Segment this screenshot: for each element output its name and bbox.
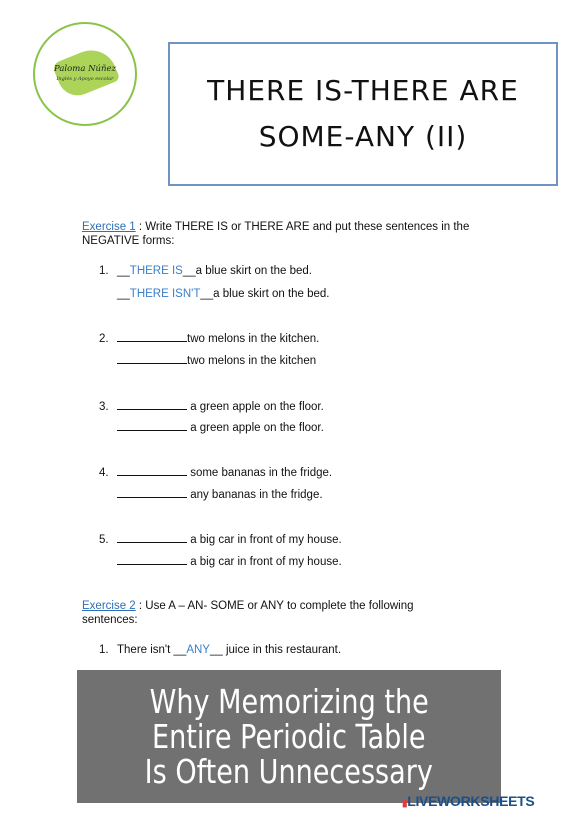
exercise-1-item-2a xyxy=(99,331,319,346)
sentence-text: __ juice in this restaurant. xyxy=(209,644,342,656)
title-line-2: SOME-ANY (II) xyxy=(258,120,468,153)
overlay-line-2: Entire Periodic Table xyxy=(152,717,426,756)
logo-name: Paloma Núñez xyxy=(54,64,116,74)
sentence-text: two melons in the kitchen. xyxy=(187,333,320,345)
exercise-1-item-3a xyxy=(99,399,324,414)
exercise-1-item-4b xyxy=(117,487,323,502)
exercise-1-item-5a xyxy=(99,532,342,547)
overlay-line-1: Why Memorizing the xyxy=(149,682,429,721)
sentence-text: two melons in the kitchen xyxy=(187,355,317,367)
liveworksheets-watermark xyxy=(402,793,534,809)
blank-marker: __ xyxy=(117,265,130,277)
sentence-text: __a blue skirt on the bed. xyxy=(200,288,330,300)
item-number: 3. xyxy=(99,401,109,413)
liveworksheets-logo-icon: ▮ xyxy=(402,798,408,809)
title-line-1: THERE IS-THERE ARE xyxy=(207,74,519,107)
exercise-1-item-1a xyxy=(99,264,312,278)
exercise-1-item-1b xyxy=(117,287,330,301)
answer-field[interactable]: THERE ISN'T xyxy=(129,288,201,300)
exercise-2-link[interactable]: Exercise 2 xyxy=(82,600,136,612)
blank-marker: __ xyxy=(117,288,130,300)
item-number: 1. xyxy=(99,265,109,277)
answer-blank[interactable] xyxy=(117,331,187,342)
answer-blank[interactable] xyxy=(117,465,187,476)
sentence-text: any bananas in the fridge. xyxy=(187,489,323,501)
exercise-1-item-4a xyxy=(99,465,332,480)
exercise-2-instruction: : Use A – AN- SOME or ANY to complete the following xyxy=(135,600,414,612)
exercise-1-item-3b xyxy=(117,420,324,435)
exercise-1-instruction-cont: NEGATIVE forms: xyxy=(82,235,175,247)
answer-field[interactable]: ANY xyxy=(186,644,210,656)
exercise-2-heading xyxy=(82,599,502,627)
answer-blank[interactable] xyxy=(117,532,187,543)
overlay-line-3: Is Often Unnecessary xyxy=(144,752,434,791)
item-number: 5. xyxy=(99,534,109,546)
item-number: 1. xyxy=(99,644,109,656)
sentence-text: a big car in front of my house. xyxy=(187,556,342,568)
exercise-1-instruction: : Write THERE IS or THERE ARE and put these sentences in the xyxy=(135,221,470,233)
answer-blank[interactable] xyxy=(117,554,187,565)
exercise-2-item-1 xyxy=(99,643,341,657)
title-box xyxy=(168,42,558,186)
sentence-text: __a blue skirt on the bed. xyxy=(182,265,312,277)
sentence-text: a big car in front of my house. xyxy=(187,534,342,546)
sentence-text: some bananas in the fridge. xyxy=(187,467,333,479)
article-title-overlay[interactable] xyxy=(77,670,501,803)
sentence-text: a green apple on the floor. xyxy=(187,401,324,413)
answer-field[interactable]: THERE IS xyxy=(129,265,183,277)
exercise-2-instruction-cont: sentences: xyxy=(82,614,138,626)
exercise-1-link[interactable]: Exercise 1 xyxy=(82,221,136,233)
item-number: 2. xyxy=(99,333,109,345)
logo xyxy=(33,22,137,126)
logo-subtitle: Inglés y Apoyo escolar xyxy=(56,76,114,82)
answer-blank[interactable] xyxy=(117,487,187,498)
sentence-text: a green apple on the floor. xyxy=(187,422,324,434)
answer-blank[interactable] xyxy=(117,420,187,431)
sentence-text: There isn't __ xyxy=(117,644,187,656)
exercise-1-item-2b xyxy=(117,353,316,368)
watermark-text: LIVEWORKSHEETS xyxy=(407,793,535,809)
answer-blank[interactable] xyxy=(117,399,187,410)
exercise-1-heading xyxy=(82,220,502,248)
item-number: 4. xyxy=(99,467,109,479)
exercise-1-item-5b xyxy=(117,554,342,569)
answer-blank[interactable] xyxy=(117,353,187,364)
